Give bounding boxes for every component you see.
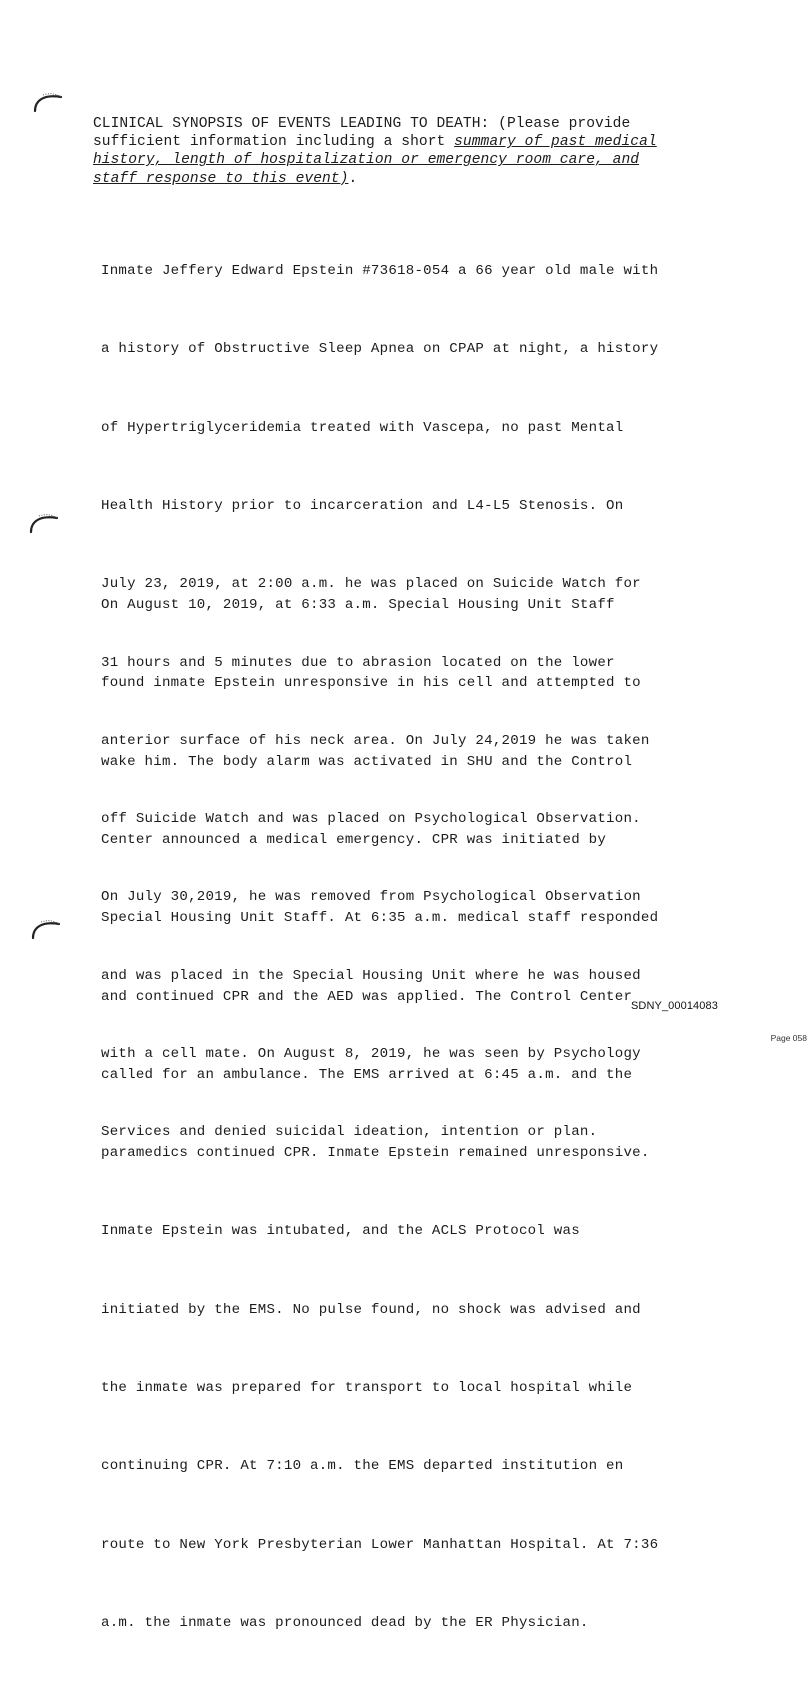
synopsis-heading bbox=[93, 115, 693, 188]
synopsis-emphasis: history, length of hospitalization or emergency room care, and bbox=[93, 152, 640, 169]
paragraph-line: wake him. The body alarm was activated in SHU and the Control bbox=[101, 753, 633, 770]
synopsis-line: CLINICAL SYNOPSIS OF EVENTS LEADING TO DEATH: (Please provide bbox=[93, 116, 631, 132]
binder-hole-icon bbox=[31, 918, 61, 940]
synopsis-emphasis: summary of past medical bbox=[454, 134, 657, 151]
binder-hole-icon bbox=[29, 512, 59, 534]
bates-number: SDNY_00014083 bbox=[631, 1000, 718, 1012]
paragraph-line: Special Housing Unit Staff. At 6:35 a.m. medical staff responded bbox=[101, 910, 659, 927]
paragraph-line: Center announced a medical emergency. CPR was initiated by bbox=[101, 832, 607, 849]
paragraph-line: of Hypertriglyceridemia treated with Vascepa, no past Mental bbox=[101, 419, 624, 436]
synopsis-line: sufficient information including a short bbox=[93, 134, 455, 151]
synopsis-line: . bbox=[348, 170, 358, 187]
paragraph-line: Inmate Jeffery Edward Epstein #73618-054 a 66 year old male with bbox=[101, 263, 659, 280]
paragraph-line: route to New York Presbyterian Lower Manhattan Hospital. At 7:36 bbox=[101, 1536, 659, 1553]
paragraph-line: the inmate was prepared for transport to local hospital while bbox=[101, 1380, 633, 1396]
paragraph-line: Inmate Epstein was intubated, and the ACLS Protocol was bbox=[101, 1223, 580, 1240]
paragraph-line: called for an ambulance. The EMS arrived at 6:45 a.m. and the bbox=[101, 1066, 633, 1083]
page-number: Page 058 bbox=[770, 1033, 807, 1043]
paragraph-line: On August 10, 2019, at 6:33 a.m. Special Housing Unit Staff bbox=[101, 597, 615, 614]
binder-hole-icon bbox=[33, 91, 63, 113]
paragraph-line: found inmate Epstein unresponsive in his cell and attempted to bbox=[101, 675, 641, 692]
paragraph-line: July 23, 2019, at 2:00 a.m. he was placed on Suicide Watch for bbox=[101, 576, 641, 593]
paragraph-line: a.m. the inmate was pronounced dead by the ER Physician. bbox=[101, 1614, 589, 1631]
paragraph-line: continuing CPR. At 7:10 a.m. the EMS departed institution en bbox=[101, 1458, 624, 1475]
paragraph-line: anterior surface of his neck area. On July 24,2019 he was taken bbox=[101, 732, 650, 749]
paragraph-line: off Suicide Watch and was placed on Psychological Observation. bbox=[101, 811, 641, 828]
paragraph-line: Health History prior to incarceration and L4-L5 Stenosis. On bbox=[101, 498, 624, 515]
paragraph-line: On July 30,2019, he was removed from Psychological Observation bbox=[101, 889, 641, 906]
events-paragraph bbox=[101, 540, 701, 1688]
paragraph-line: initiated by the EMS. No pulse found, no shock was advised and bbox=[101, 1301, 641, 1318]
paragraph-line: paramedics continued CPR. Inmate Epstein remained unresponsive. bbox=[101, 1145, 650, 1162]
paragraph-line: 31 hours and 5 minutes due to abrasion located on the lower bbox=[101, 654, 615, 671]
paragraph-line: Services and denied suicidal ideation, intention or plan. bbox=[101, 1124, 598, 1141]
paragraph-line: with a cell mate. On August 8, 2019, he was seen by Psychology bbox=[101, 1046, 641, 1062]
paragraph-line: and continued CPR and the AED was applied. The Control Center bbox=[101, 988, 633, 1005]
paragraph-line: and was placed in the Special Housing Unit where he was housed bbox=[101, 967, 641, 984]
synopsis-emphasis: staff response to this event) bbox=[93, 170, 349, 187]
paragraph-line: a history of Obstructive Sleep Apnea on CPAP at night, a history bbox=[101, 341, 659, 358]
